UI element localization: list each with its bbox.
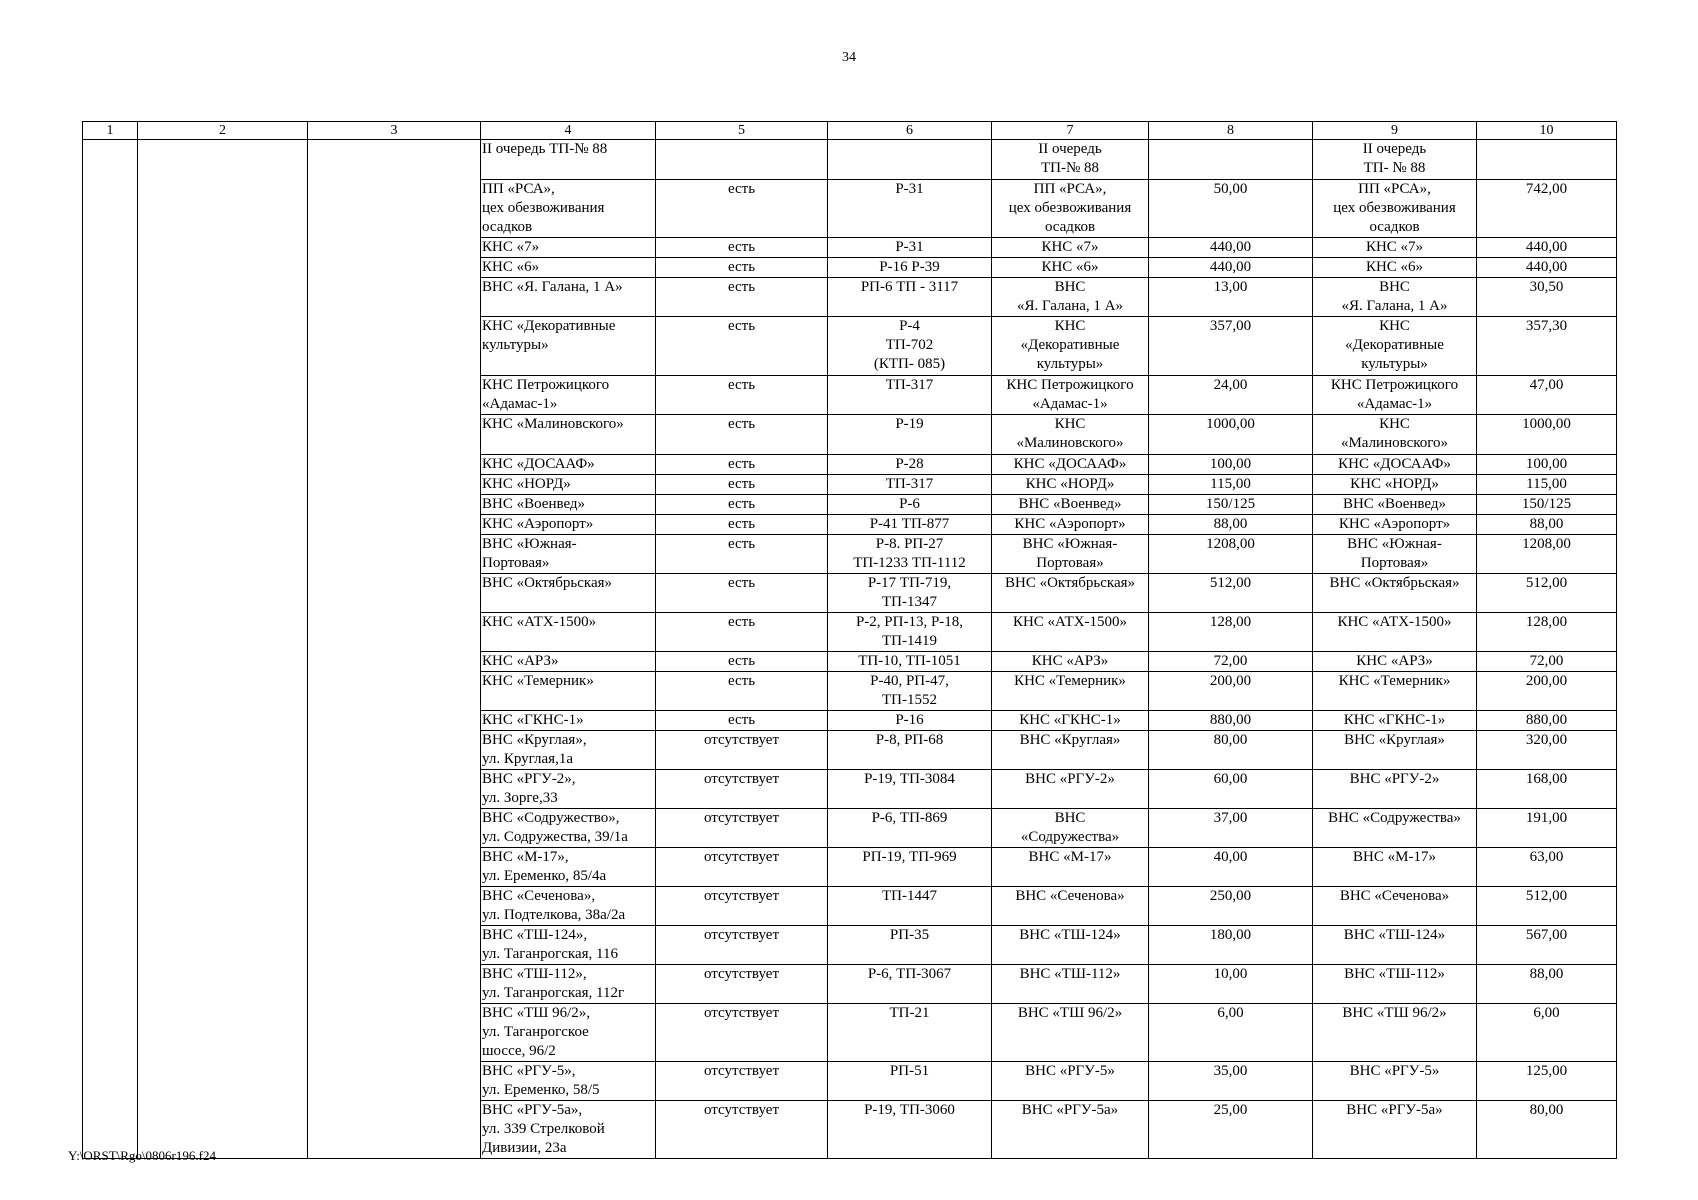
object-name-cell: II очередь ТП-№ 88	[481, 140, 656, 180]
column-number: 10	[1477, 122, 1617, 140]
value-cell-col10: 512,00	[1477, 887, 1617, 926]
power-source-cell: Р-31	[828, 180, 992, 238]
availability-cell: есть	[656, 652, 828, 672]
object-name-cell-col7: КНС «АТХ-1500»	[992, 613, 1149, 652]
value-cell-col10: 440,00	[1477, 238, 1617, 258]
power-source-cell: РП-19, ТП-969	[828, 848, 992, 887]
value-cell-col8: 100,00	[1149, 455, 1313, 475]
object-name-cell-col9: КНС «7»	[1313, 238, 1477, 258]
value-cell-col8: 80,00	[1149, 731, 1313, 770]
power-source-cell	[828, 140, 992, 180]
object-name-cell: КНС «АРЗ»	[481, 652, 656, 672]
availability-cell: есть	[656, 415, 828, 455]
value-cell-col8: 24,00	[1149, 376, 1313, 415]
object-name-cell-col7: II очередь ТП-№ 88	[992, 140, 1149, 180]
object-name-cell: ВНС «ТШ 96/2», ул. Таганрогское шоссе, 96/2	[481, 1004, 656, 1062]
value-cell-col8: 440,00	[1149, 238, 1313, 258]
availability-cell: есть	[656, 672, 828, 711]
column-number: 6	[828, 122, 992, 140]
availability-cell: отсутствует	[656, 770, 828, 809]
object-name-cell-col7: ВНС «РГУ-5а»	[992, 1101, 1149, 1159]
value-cell-col8: 1208,00	[1149, 535, 1313, 574]
column-number: 3	[308, 122, 481, 140]
object-name-cell-col9: ВНС «РГУ-5а»	[1313, 1101, 1477, 1159]
value-cell-col10: 440,00	[1477, 258, 1617, 278]
object-name-cell-col9: ВНС «РГУ-2»	[1313, 770, 1477, 809]
value-cell-col10: 150/125	[1477, 495, 1617, 515]
value-cell-col10	[1477, 140, 1617, 180]
object-name-cell-col7: КНС «ДОСААФ»	[992, 455, 1149, 475]
availability-cell: есть	[656, 613, 828, 652]
value-cell-col8: 88,00	[1149, 515, 1313, 535]
object-name-cell-col9: ВНС «Содружества»	[1313, 809, 1477, 848]
power-source-cell: Р-40, РП-47, ТП-1552	[828, 672, 992, 711]
value-cell-col8: 440,00	[1149, 258, 1313, 278]
availability-cell: есть	[656, 515, 828, 535]
object-name-cell-col7: ВНС «Сеченова»	[992, 887, 1149, 926]
object-name-cell-col9: ВНС «Южная- Портовая»	[1313, 535, 1477, 574]
availability-cell: есть	[656, 455, 828, 475]
object-name-cell-col9: ВНС «Военвед»	[1313, 495, 1477, 515]
footer-file-path: Y:\ORST\Rgo\0806r196.f24	[68, 1148, 216, 1163]
value-cell-col10: 200,00	[1477, 672, 1617, 711]
value-cell-col10: 512,00	[1477, 574, 1617, 613]
availability-cell: есть	[656, 238, 828, 258]
power-source-cell: РП-51	[828, 1062, 992, 1101]
availability-cell: есть	[656, 495, 828, 515]
column-number: 1	[83, 122, 138, 140]
object-name-cell-col7: КНС «6»	[992, 258, 1149, 278]
availability-cell: отсутствует	[656, 926, 828, 965]
availability-cell: отсутствует	[656, 965, 828, 1004]
power-source-cell: ТП-317	[828, 475, 992, 495]
availability-cell: есть	[656, 180, 828, 238]
object-name-cell-col9: ВНС «Сеченова»	[1313, 887, 1477, 926]
object-name-cell-col9: ВНС «РГУ-5»	[1313, 1062, 1477, 1101]
object-name-cell: КНС Петрожицкого «Адамас-1»	[481, 376, 656, 415]
value-cell-col8: 180,00	[1149, 926, 1313, 965]
column-number-row	[83, 122, 1617, 140]
value-cell-col10: 30,50	[1477, 278, 1617, 317]
object-name-cell-col7: ВНС «Октябрьская»	[992, 574, 1149, 613]
data-table	[82, 121, 1617, 1159]
object-name-cell-col7: КНС «7»	[992, 238, 1149, 258]
object-name-cell-col7: ВНС «ТШ 96/2»	[992, 1004, 1149, 1062]
object-name-cell: КНС «7»	[481, 238, 656, 258]
power-source-cell: ТП-10, ТП-1051	[828, 652, 992, 672]
object-name-cell: ВНС «Октябрьская»	[481, 574, 656, 613]
value-cell-col10: 742,00	[1477, 180, 1617, 238]
object-name-cell-col9: КНС «НОРД»	[1313, 475, 1477, 495]
object-name-cell-col9: ВНС «ТШ-124»	[1313, 926, 1477, 965]
value-cell-col10: 1000,00	[1477, 415, 1617, 455]
power-source-cell: Р-19, ТП-3060	[828, 1101, 992, 1159]
object-name-cell: ВНС «ТШ-124», ул. Таганрогская, 116	[481, 926, 656, 965]
value-cell-col8: 13,00	[1149, 278, 1313, 317]
power-source-cell: Р-16 Р-39	[828, 258, 992, 278]
value-cell-col8: 10,00	[1149, 965, 1313, 1004]
availability-cell: отсутствует	[656, 1101, 828, 1159]
value-cell-col10: 100,00	[1477, 455, 1617, 475]
object-name-cell: ВНС «М-17», ул. Еременко, 85/4а	[481, 848, 656, 887]
object-name-cell: ВНС «Круглая», ул. Круглая,1а	[481, 731, 656, 770]
value-cell-col10: 168,00	[1477, 770, 1617, 809]
object-name-cell-col9: ВНС «Круглая»	[1313, 731, 1477, 770]
object-name-cell: ПП «РСА», цех обезвоживания осадков	[481, 180, 656, 238]
object-name-cell: ВНС «Содружество», ул. Содружества, 39/1а	[481, 809, 656, 848]
object-name-cell-col9: КНС «Декоративные культуры»	[1313, 317, 1477, 376]
availability-cell: отсутствует	[656, 1062, 828, 1101]
value-cell-col10: 357,30	[1477, 317, 1617, 376]
value-cell-col10: 115,00	[1477, 475, 1617, 495]
object-name-cell: КНС «6»	[481, 258, 656, 278]
object-name-cell-col7: ВНС «М-17»	[992, 848, 1149, 887]
value-cell-col8: 1000,00	[1149, 415, 1313, 455]
power-source-cell: Р-4 ТП-702 (КТП- 085)	[828, 317, 992, 376]
page-number: 34	[842, 50, 856, 65]
value-cell-col10: 72,00	[1477, 652, 1617, 672]
object-name-cell-col7: ПП «РСА», цех обезвоживания осадков	[992, 180, 1149, 238]
value-cell-col8: 25,00	[1149, 1101, 1313, 1159]
object-name-cell-col9: КНС Петрожицкого «Адамас-1»	[1313, 376, 1477, 415]
object-name-cell-col7: КНС Петрожицкого «Адамас-1»	[992, 376, 1149, 415]
object-name-cell-col9: ВНС «Я. Галана, 1 А»	[1313, 278, 1477, 317]
availability-cell: есть	[656, 258, 828, 278]
power-source-cell: Р-8, РП-68	[828, 731, 992, 770]
value-cell-col8: 880,00	[1149, 711, 1313, 731]
object-name-cell-col7: ВНС «ТШ-112»	[992, 965, 1149, 1004]
column-2-cell	[138, 140, 308, 1159]
value-cell-col10: 567,00	[1477, 926, 1617, 965]
object-name-cell-col9: КНС «ГКНС-1»	[1313, 711, 1477, 731]
value-cell-col10: 128,00	[1477, 613, 1617, 652]
value-cell-col8: 60,00	[1149, 770, 1313, 809]
value-cell-col8: 128,00	[1149, 613, 1313, 652]
availability-cell: отсутствует	[656, 1004, 828, 1062]
column-number: 2	[138, 122, 308, 140]
value-cell-col8: 72,00	[1149, 652, 1313, 672]
column-number: 4	[481, 122, 656, 140]
value-cell-col10: 88,00	[1477, 965, 1617, 1004]
object-name-cell-col7: КНС «Аэропорт»	[992, 515, 1149, 535]
availability-cell: есть	[656, 535, 828, 574]
power-source-cell: Р-6, ТП-3067	[828, 965, 992, 1004]
object-name-cell-col9: ВНС «ТШ-112»	[1313, 965, 1477, 1004]
availability-cell: отсутствует	[656, 809, 828, 848]
object-name-cell-col7: ВНС «РГУ-2»	[992, 770, 1149, 809]
power-source-cell: Р-6	[828, 495, 992, 515]
object-name-cell-col9: ВНС «М-17»	[1313, 848, 1477, 887]
value-cell-col10: 880,00	[1477, 711, 1617, 731]
object-name-cell-col7: ВНС «Южная- Портовая»	[992, 535, 1149, 574]
object-name-cell: ВНС «Военвед»	[481, 495, 656, 515]
object-name-cell-col9: ВНС «ТШ 96/2»	[1313, 1004, 1477, 1062]
object-name-cell-col9: II очередь ТП- № 88	[1313, 140, 1477, 180]
object-name-cell: КНС «НОРД»	[481, 475, 656, 495]
availability-cell: отсутствует	[656, 731, 828, 770]
value-cell-col8: 512,00	[1149, 574, 1313, 613]
object-name-cell-col9: ПП «РСА», цех обезвоживания осадков	[1313, 180, 1477, 238]
object-name-cell: ВНС «ТШ-112», ул. Таганрогская, 112г	[481, 965, 656, 1004]
object-name-cell-col7: ВНС «Военвед»	[992, 495, 1149, 515]
value-cell-col10: 88,00	[1477, 515, 1617, 535]
power-source-cell: Р-16	[828, 711, 992, 731]
availability-cell	[656, 140, 828, 180]
object-name-cell-col7: КНС «НОРД»	[992, 475, 1149, 495]
value-cell-col10: 63,00	[1477, 848, 1617, 887]
power-source-cell: Р-8. РП-27 ТП-1233 ТП-1112	[828, 535, 992, 574]
power-source-cell: ТП-21	[828, 1004, 992, 1062]
object-name-cell-col7: КНС «Декоративные культуры»	[992, 317, 1149, 376]
power-source-cell: Р-19	[828, 415, 992, 455]
object-name-cell-col7: КНС «Темерник»	[992, 672, 1149, 711]
value-cell-col10: 47,00	[1477, 376, 1617, 415]
value-cell-col8: 6,00	[1149, 1004, 1313, 1062]
object-name-cell-col9: КНС «Малиновского»	[1313, 415, 1477, 455]
object-name-cell-col7: ВНС «Содружества»	[992, 809, 1149, 848]
column-number: 7	[992, 122, 1149, 140]
column-3-cell	[308, 140, 481, 1159]
availability-cell: есть	[656, 574, 828, 613]
power-source-cell: Р-2, РП-13, Р-18, ТП-1419	[828, 613, 992, 652]
availability-cell: отсутствует	[656, 887, 828, 926]
value-cell-col10: 6,00	[1477, 1004, 1617, 1062]
power-source-cell: ТП-317	[828, 376, 992, 415]
availability-cell: есть	[656, 711, 828, 731]
object-name-cell: КНС «ДОСААФ»	[481, 455, 656, 475]
object-name-cell-col9: КНС «ДОСААФ»	[1313, 455, 1477, 475]
availability-cell: есть	[656, 376, 828, 415]
object-name-cell: КНС «ГКНС-1»	[481, 711, 656, 731]
object-name-cell: КНС «АТХ-1500»	[481, 613, 656, 652]
power-source-cell: Р-31	[828, 238, 992, 258]
availability-cell: есть	[656, 475, 828, 495]
object-name-cell-col7: КНС «АРЗ»	[992, 652, 1149, 672]
column-number: 9	[1313, 122, 1477, 140]
power-source-cell: ТП-1447	[828, 887, 992, 926]
object-name-cell-col7: ВНС «ТШ-124»	[992, 926, 1149, 965]
value-cell-col10: 80,00	[1477, 1101, 1617, 1159]
value-cell-col10: 320,00	[1477, 731, 1617, 770]
value-cell-col8: 35,00	[1149, 1062, 1313, 1101]
value-cell-col8: 40,00	[1149, 848, 1313, 887]
object-name-cell: ВНС «Южная- Портовая»	[481, 535, 656, 574]
object-name-cell: ВНС «РГУ-5», ул. Еременко, 58/5	[481, 1062, 656, 1101]
power-source-cell: Р-6, ТП-869	[828, 809, 992, 848]
power-source-cell: Р-28	[828, 455, 992, 475]
object-name-cell-col9: КНС «АРЗ»	[1313, 652, 1477, 672]
availability-cell: есть	[656, 278, 828, 317]
value-cell-col10: 125,00	[1477, 1062, 1617, 1101]
value-cell-col8: 115,00	[1149, 475, 1313, 495]
value-cell-col8: 200,00	[1149, 672, 1313, 711]
power-source-cell: РП-6 ТП - 3117	[828, 278, 992, 317]
value-cell-col8: 50,00	[1149, 180, 1313, 238]
table-body	[83, 122, 1617, 1159]
object-name-cell-col7: КНС «ГКНС-1»	[992, 711, 1149, 731]
value-cell-col8	[1149, 140, 1313, 180]
object-name-cell: КНС «Декоративные культуры»	[481, 317, 656, 376]
object-name-cell-col7: ВНС «РГУ-5»	[992, 1062, 1149, 1101]
object-name-cell-col9: КНС «Темерник»	[1313, 672, 1477, 711]
column-number: 8	[1149, 122, 1313, 140]
object-name-cell: КНС «Малиновского»	[481, 415, 656, 455]
object-name-cell-col7: ВНС «Я. Галана, 1 А»	[992, 278, 1149, 317]
power-source-cell: РП-35	[828, 926, 992, 965]
value-cell-col8: 150/125	[1149, 495, 1313, 515]
object-name-cell-col9: КНС «АТХ-1500»	[1313, 613, 1477, 652]
availability-cell: отсутствует	[656, 848, 828, 887]
value-cell-col8: 357,00	[1149, 317, 1313, 376]
object-name-cell-col7: КНС «Малиновского»	[992, 415, 1149, 455]
object-name-cell-col9: КНС «Аэропорт»	[1313, 515, 1477, 535]
object-name-cell-col9: ВНС «Октябрьская»	[1313, 574, 1477, 613]
object-name-cell-col9: КНС «6»	[1313, 258, 1477, 278]
object-name-cell: ВНС «РГУ-2», ул. Зорге,33	[481, 770, 656, 809]
power-source-cell: Р-19, ТП-3084	[828, 770, 992, 809]
availability-cell: есть	[656, 317, 828, 376]
object-name-cell: ВНС «Я. Галана, 1 А»	[481, 278, 656, 317]
power-source-cell: Р-41 ТП-877	[828, 515, 992, 535]
object-name-cell: ВНС «РГУ-5а», ул. 339 Стрелковой Дивизии, 23а	[481, 1101, 656, 1159]
value-cell-col10: 191,00	[1477, 809, 1617, 848]
value-cell-col10: 1208,00	[1477, 535, 1617, 574]
object-name-cell: ВНС «Сеченова», ул. Подтелкова, 38а/2а	[481, 887, 656, 926]
object-name-cell: КНС «Аэропорт»	[481, 515, 656, 535]
value-cell-col8: 250,00	[1149, 887, 1313, 926]
table-row	[83, 140, 1617, 180]
column-number: 5	[656, 122, 828, 140]
object-name-cell: КНС «Темерник»	[481, 672, 656, 711]
column-1-cell	[83, 140, 138, 1159]
power-source-cell: Р-17 ТП-719, ТП-1347	[828, 574, 992, 613]
object-name-cell-col7: ВНС «Круглая»	[992, 731, 1149, 770]
value-cell-col8: 37,00	[1149, 809, 1313, 848]
